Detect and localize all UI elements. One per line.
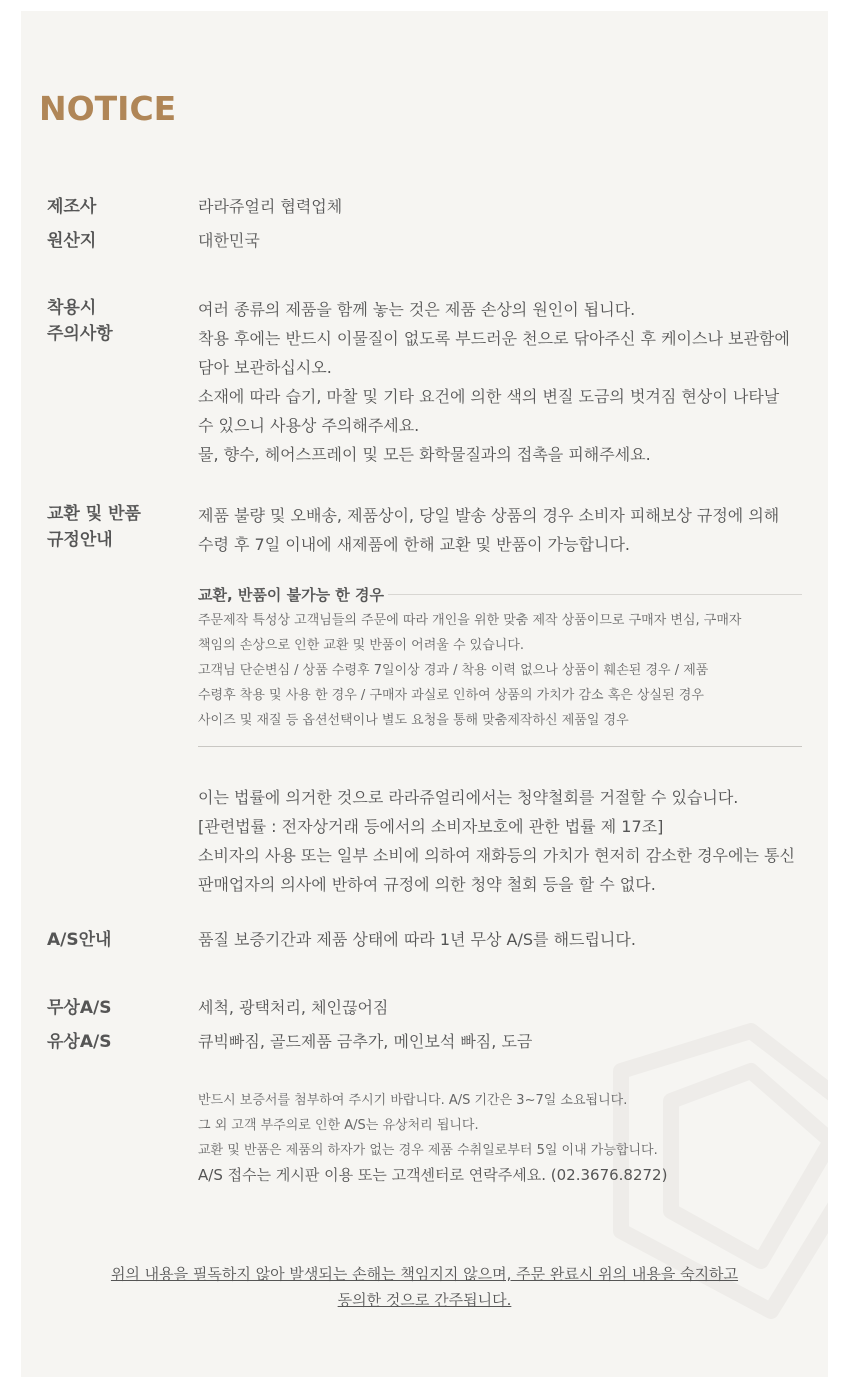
as-contact-text: A/S 접수는 게시판 이용 또는 고객센터로 연락주세요. (02.3676.8272) — [198, 1166, 668, 1184]
as-note-line: 반드시 보증서를 첨부하여 주시기 바랍니다. A/S 기간은 3~7일 소요됩니다. — [198, 1093, 628, 1108]
as-info-label: A/S안내 — [47, 930, 112, 950]
caution-label: 착용시 주의사항 — [47, 298, 113, 344]
footer-line: 위의 내용을 필독하지 않아 발생되는 손해는 책임지지 않으며, 주문 완료시 위의 내용을 숙지하고 — [110, 1265, 739, 1283]
as-free-label: 무상A/S — [47, 998, 112, 1018]
unavailable-line: 주문제작 특성상 고객님들의 주문에 따라 개인을 위한 맞춤 제작 상품이므로 구매자 변심, 구매자 — [198, 613, 742, 628]
law-line: 이는 법률에 의거한 것으로 라라쥬얼리에서는 청약철회를 거절할 수 있습니다. — [198, 788, 739, 807]
exchange-list — [198, 501, 808, 559]
as-notes-list — [198, 1088, 808, 1163]
notice-panel — [21, 11, 828, 1377]
as-info-value: 품질 보증기간과 제품 상태에 따라 1년 무상 A/S를 해드립니다. — [198, 930, 636, 949]
unavailable-line: 사이즈 및 재질 등 옵션선택이나 별도 요청을 통해 맞춤제작하신 제품일 경우 — [198, 713, 629, 728]
caution-line: 담아 보관하십시오. — [198, 358, 332, 377]
exchange-line: 수령 후 7일 이내에 새제품에 한해 교환 및 반품이 가능합니다. — [198, 535, 630, 554]
law-list — [198, 783, 808, 899]
caution-line: 소재에 따라 습기, 마찰 및 기타 요건에 의한 색의 변질 도금의 벗겨짐 현상이 나타날 — [198, 387, 780, 406]
caution-line: 수 있으니 사용상 주의해주세요. — [198, 416, 420, 435]
as-note-line: 교환 및 반품은 제품의 하자가 없는 경우 제품 수취일로부터 5일 이내 가능합니다. — [198, 1143, 658, 1158]
origin-value: 대한민국 — [198, 231, 260, 250]
section-divider — [198, 746, 802, 747]
as-paid-value: 큐빅빠짐, 골드제품 금추가, 메인보석 빠짐, 도금 — [198, 1032, 533, 1051]
law-line: [관련법률 : 전자상거래 등에서의 소비자보호에 관한 법률 제 17조] — [198, 817, 664, 836]
caution-line: 여러 종류의 제품을 함께 놓는 것은 제품 손상의 원인이 됩니다. — [198, 300, 636, 319]
heading-divider — [388, 594, 802, 595]
footer-disclaimer — [21, 1261, 828, 1313]
unavailable-heading-text: 교환, 반품이 불가능 한 경우 — [198, 586, 384, 604]
as-paid-label: 유상A/S — [47, 1032, 112, 1052]
as-note-line: 그 외 고객 부주의로 인한 A/S는 유상처리 됩니다. — [198, 1118, 479, 1133]
unavailable-line: 책임의 손상으로 인한 교환 및 반품이 어려울 수 있습니다. — [198, 638, 525, 653]
caution-list — [198, 295, 808, 469]
origin-label: 원산지 — [47, 231, 97, 251]
caution-line: 물, 향수, 헤어스프레이 및 모든 화학물질과의 접촉을 피해주세요. — [198, 445, 651, 464]
as-free-value: 세척, 광택처리, 체인끊어짐 — [198, 998, 389, 1017]
exchange-line: 제품 불량 및 오배송, 제품상이, 당일 발송 상품의 경우 소비자 피해보상 규정에 의해 — [198, 506, 780, 525]
manufacturer-value: 라라쥬얼리 협력업체 — [198, 197, 343, 216]
unavailable-list — [198, 608, 808, 733]
notice-title: NOTICE — [39, 89, 177, 128]
exchange-label: 교환 및 반품 규정안내 — [47, 504, 141, 550]
caution-line: 착용 후에는 반드시 이물질이 없도록 부드러운 천으로 닦아주신 후 케이스나 보관함에 — [198, 329, 790, 348]
manufacturer-label: 제조사 — [47, 197, 97, 217]
unavailable-line: 고객님 단순변심 / 상품 수령후 7일이상 경과 / 착용 이력 없으나 상품이 훼손된 경우 / 제품 — [198, 663, 709, 678]
law-line: 판매업자의 의사에 반하여 규정에 의한 청약 철회 등을 할 수 없다. — [198, 875, 656, 894]
unavailable-heading — [198, 584, 802, 605]
law-line: 소비자의 사용 또는 일부 소비에 의하여 재화등의 가치가 현저히 감소한 경우에는 통신 — [198, 846, 795, 865]
unavailable-line: 수령후 착용 및 사용 한 경우 / 구매자 과실로 인하여 상품의 가치가 감소 혹은 상실된 경우 — [198, 688, 704, 703]
footer-line: 동의한 것으로 간주됩니다. — [337, 1291, 512, 1309]
